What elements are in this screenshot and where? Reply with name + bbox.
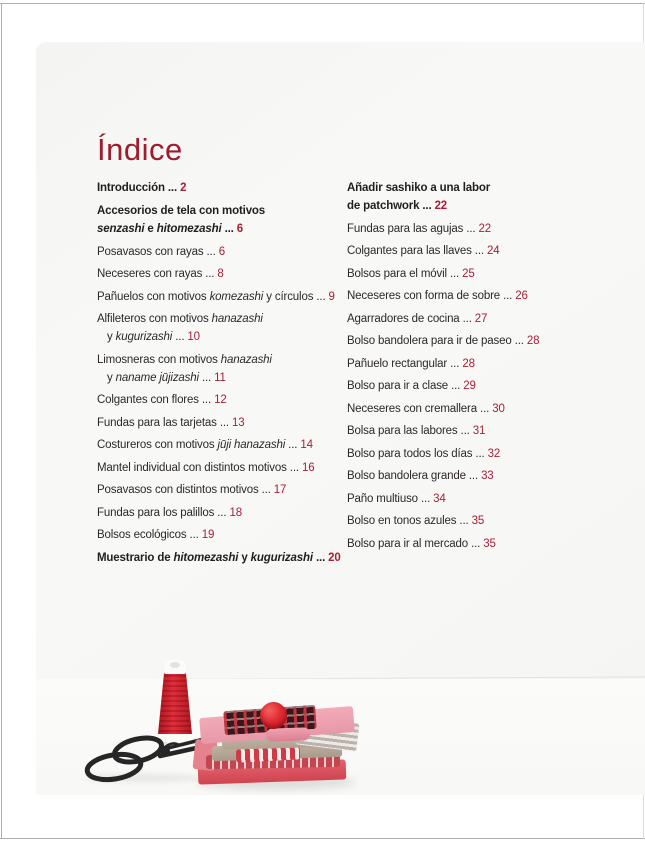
toc-entry-line: Bolsos para el móvil ... 25 [347,267,475,280]
toc-entry-line: Alfileteros con motivos hanazashi [97,313,263,325]
toc-column-right [347,179,597,557]
toc-page-number: 35 [483,537,496,550]
toc-entry [97,414,347,432]
toc-entry-line: senzashi e hitomezashi ... 6 [97,223,244,235]
toc-entry [347,400,597,418]
toc-page-number: 22 [478,222,491,235]
toc-page-number: 9 [328,290,335,303]
toc-entry [97,265,347,283]
toc-entry [347,355,597,373]
toc-page-number: 30 [492,402,505,415]
toc-entry [97,504,347,522]
toc-entry [347,422,597,440]
toc-entry-line: Agarradores de cocina ... 27 [347,312,488,325]
frame-border-bottom [0,838,645,839]
toc-entry [97,526,347,544]
toc-entry [347,242,597,260]
toc-entry [347,287,597,305]
toc-entry [347,332,597,350]
toc-entry-line: Neceseres con forma de sobre ... 26 [347,290,528,302]
toc-entry [347,467,597,485]
toc-entry-line: Posavasos con rayas ... 6 [97,245,225,258]
toc-entry [97,391,347,409]
toc-page-number: 8 [217,268,224,280]
toc-entry-line: Fundas para las tarjetas ... 13 [97,416,245,429]
cone-thread-body [158,672,192,734]
toc-entry [347,445,597,463]
toc-entry-line: Bolso para ir al mercado ... 35 [347,537,496,550]
toc-page-number: 22 [434,200,448,212]
toc-entry-line: Muestrario de hitomezashi y kugurizashi ... 20 [97,552,341,564]
toc-entry [97,202,347,238]
toc-page-number: 29 [463,380,476,392]
toc-entry [97,436,347,454]
toc-entry [97,288,347,306]
toc-page-number: 28 [526,335,540,347]
toc-page-number: 11 [214,371,226,384]
toc-page-number: 35 [471,515,485,527]
frame-border-top [0,3,645,4]
red-pompom [260,702,287,729]
toc-entry [97,481,347,499]
toc-page-number: 18 [229,506,242,519]
toc-page-number: 12 [214,394,227,406]
toc-page-number: 31 [472,425,486,437]
toc-entry-line: y kugurizashi ... 10 [107,331,200,343]
materials-photo [36,602,645,795]
toc-entry [97,179,347,197]
toc-page-number: 13 [232,416,245,429]
toc-page-number: 27 [474,312,488,325]
folded-fabric-stack [194,706,364,792]
page-title: Índice [97,132,183,167]
toc-entry-line: Pañuelos con motivos komezashi y círculos ... 9 [97,290,335,303]
toc-entry-line: Fundas para los palillos ... 18 [97,506,242,519]
frame-border-left [1,3,2,839]
toc-page-number: 6 [218,245,225,258]
toc-entry-line: Costureros con motivos jūji hanazashi ... 14 [97,439,313,451]
toc-page-number: 33 [481,470,494,482]
toc-entry-line: Neceseres con rayas ... 8 [97,268,224,280]
toc-entry [97,459,347,477]
toc-entry [347,310,597,328]
toc-page-number: 14 [300,439,313,451]
toc-entry [347,220,597,238]
toc-page-number: 2 [180,182,187,194]
cone-top-hole [170,662,180,668]
toc-page-number: 25 [462,267,475,280]
toc-entry-line: Posavasos con distintos motivos ... 17 [97,484,287,496]
toc-entry-line: Bolso bandolera grande ... 33 [347,470,494,482]
toc-entry [347,512,597,530]
toc-page-number: 16 [301,461,315,474]
toc-entry [347,377,597,395]
toc-entry-line: Mantel individual con distintos motivos ... 16 [97,461,315,474]
toc-entry [97,549,347,567]
toc-entry-line: Neceseres con cremallera ... 30 [347,402,505,415]
toc-entry-line: Bolsa para las labores ... 31 [347,425,486,437]
toc-entry-line: Añadir sashiko a una labor [347,182,491,194]
toc-entry-line: Accesorios de tela con motivos [97,205,266,217]
toc-page-number: 24 [486,245,500,257]
toc-entry [97,351,347,387]
toc-page-number: 6 [236,223,244,235]
toc-entry-line: Colgantes con flores ... 12 [97,394,227,406]
toc-entry-line: y naname jūjizashi ... 11 [107,371,226,384]
toc-page-number: 34 [433,492,446,505]
fabric-layer-pink-roll [266,727,310,742]
toc-page-number: 19 [201,529,215,541]
toc-entry-line: de patchwork ... 22 [347,200,448,212]
toc-entry-line: Fundas para las agujas ... 22 [347,222,491,235]
toc-entry-line: Paño multiuso ... 34 [347,492,446,505]
toc-page-number: 10 [187,331,200,343]
toc-entry-line: Pañuelo rectangular ... 28 [347,357,475,370]
toc-entry [97,243,347,261]
toc-entry-line: Bolso en tonos azules ... 35 [347,515,485,527]
toc-entry [347,179,597,215]
toc-page-number: 20 [328,552,341,564]
toc-column-left [97,179,347,572]
toc-entry-line: Bolso para todos los días ... 32 [347,447,501,460]
toc-page-number: 32 [487,447,501,460]
toc-entry-line: Colgantes para las llaves ... 24 [347,245,500,257]
toc-entry [347,490,597,508]
toc-entry-line: Bolso para ir a clase ... 29 [347,380,476,392]
toc-page-number: 26 [515,290,528,302]
toc-page-number: 28 [462,357,475,370]
toc-entry-line: Bolsos ecológicos ... 19 [97,529,215,541]
toc-entry [347,265,597,283]
toc-entry [97,310,347,346]
toc-page-number: 17 [273,484,287,496]
toc-entry-line: Limosneras con motivos hanazashi [97,353,272,366]
book-page [36,42,645,795]
toc-entry-line: Introducción ... 2 [97,182,187,194]
toc-entry-line: Bolso bandolera para ir de paseo ... 28 [347,335,540,347]
toc-entry [347,535,597,553]
